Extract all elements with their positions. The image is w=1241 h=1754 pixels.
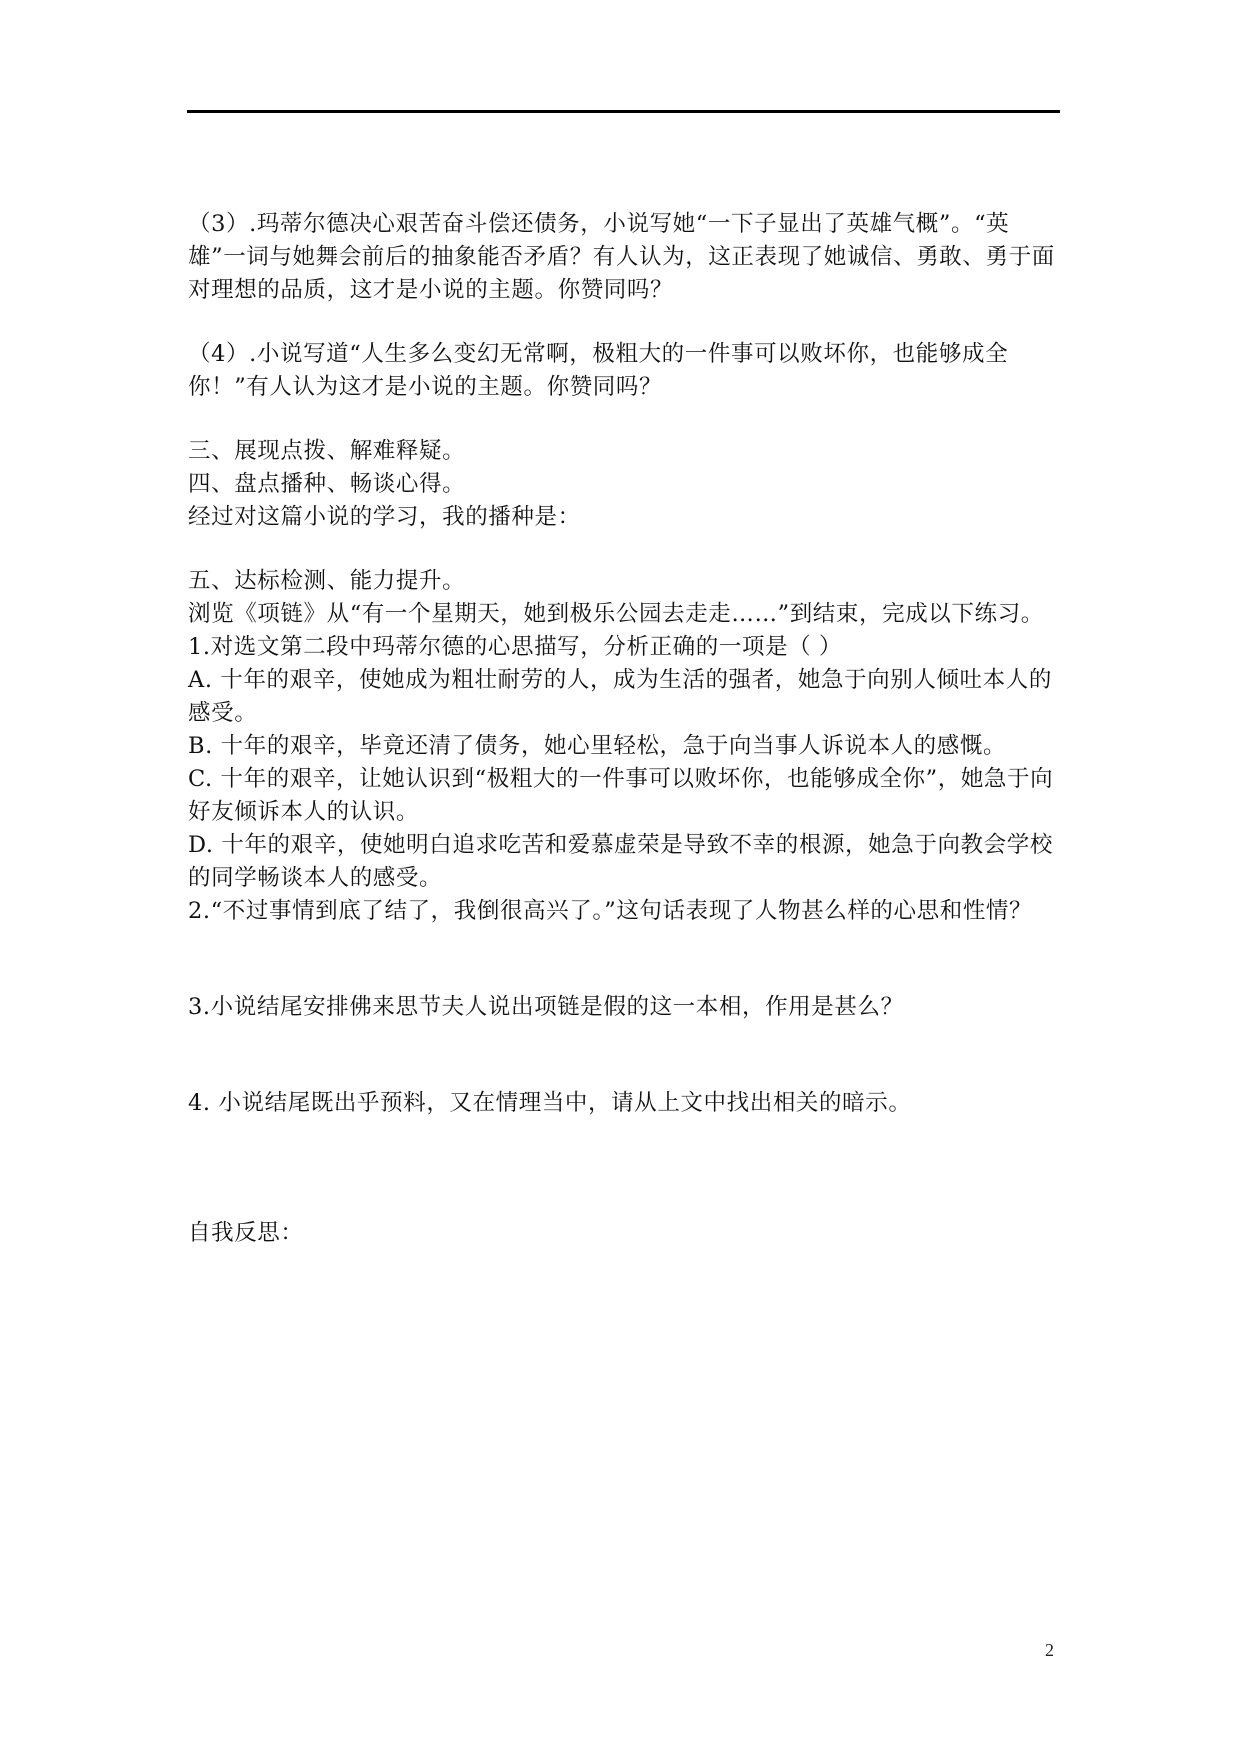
page-number: 2	[1045, 1640, 1054, 1660]
document-body	[188, 208, 1060, 1250]
option-b: B. 十年的艰辛，毕竟还清了债务，她心里轻松，急于向当事人诉说本人的感慨。	[188, 733, 1007, 759]
section-heading-3: 三、展现点拨、解难释疑。	[188, 438, 466, 464]
section-heading-5: 五、达标检测、能力提升。	[188, 568, 466, 594]
question-3: （3）.玛蒂尔德决心艰苦奋斗偿还债务，小说写她“一下子显出了英雄气概”。“英雄”一词与她舞会前后的抽象能否矛盾？有人认为，这正表现了她诚信、勇敢、勇于面对理想的品质，这才是小说的主题。你赞同吗？	[188, 211, 1055, 303]
section-heading-4: 四、盘点播种、畅谈心得。	[188, 471, 466, 497]
exercise-4: 4. 小说结尾既出乎预料，又在情理当中，请从上文中找出相关的暗示。	[188, 1090, 912, 1116]
header-rule	[187, 110, 1060, 113]
harvest-prompt: 经过对这篇小说的学习，我的播种是：	[188, 504, 581, 530]
option-d: D. 十年的艰辛，使她明白追求吃苦和爱慕虚荣是导致不幸的根源，她急于向教会学校的同学畅谈本人的感受。	[188, 832, 1053, 891]
exercise-instruction: 浏览《项链》从“有一个星期天，她到极乐公园去走走……”到结束，完成以下练习。	[188, 601, 1044, 627]
option-a: A. 十年的艰辛，使她成为粗壮耐劳的人，成为生活的强者，她急于向别人倾吐本人的感受。	[188, 667, 1052, 726]
option-c: C. 十年的艰辛，让她认识到“极粗大的一件事可以败坏你，也能够成全你”，她急于向好友倾诉本人的认识。	[188, 766, 1054, 825]
self-reflection-label: 自我反思：	[188, 1220, 304, 1246]
exercise-1: 1.对选文第二段中玛蒂尔德的心思描写，分析正确的一项是（ ）	[188, 634, 843, 660]
exercise-2: 2.“不过事情到底了结了，我倒很高兴了。”这句话表现了人物甚么样的心思和性情？	[188, 898, 1033, 924]
exercise-3: 3.小说结尾安排佛来思节夫人说出项链是假的这一本相，作用是甚么？	[188, 994, 904, 1020]
question-4: （4）.小说写道“人生多么变幻无常啊，极粗大的一件事可以败坏你，也能够成全你！”有人认为这才是小说的主题。你赞同吗？	[188, 341, 1009, 400]
